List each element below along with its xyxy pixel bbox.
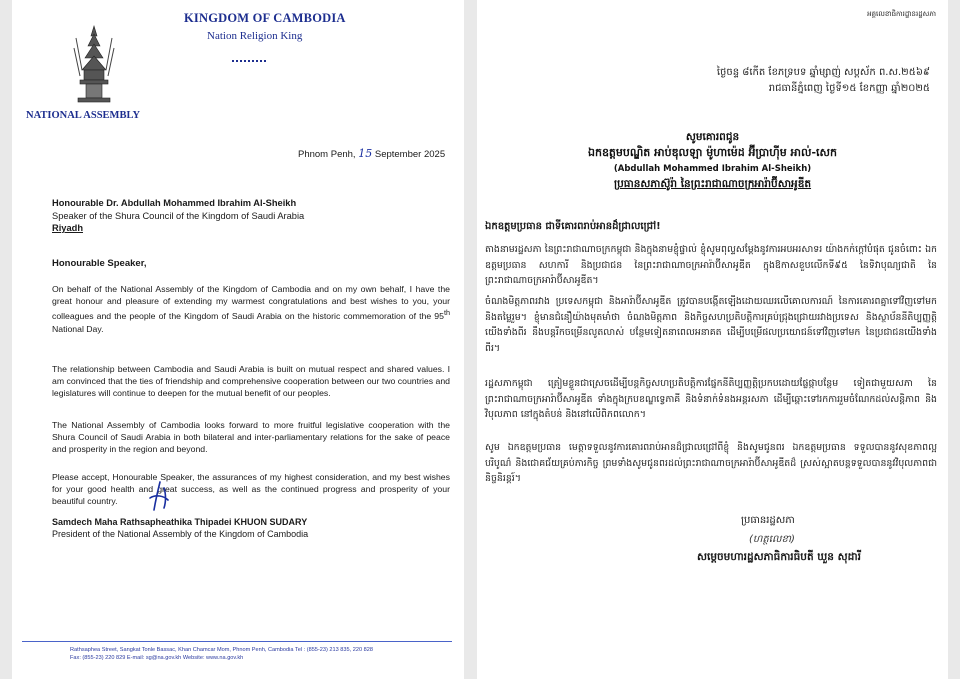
recipient-latin-name: (Abdullah Mohammed Ibrahim Al-Sheikh): [613, 164, 812, 174]
letter-paragraph-3: The National Assembly of Cambodia looks forward to more fruitful legislative cooperation with the Shura Council of Saudi Arabia in both bilateral and inter-parliamentary relations for the sake of peace and prosperity in the region and beyond.: [52, 420, 450, 455]
addressee-position: Speaker of the Shura Council of the Kingdom of Saudi Arabia: [52, 210, 305, 221]
footer-address: Rathsaphea Street, Sangkat Tonle Bassac, Khan Chamcar Mom, Phnom Penh, Cambodia Tel : (855-23) 213 835, 220 828: [70, 647, 373, 653]
khmer-paragraph-2: ចំណងមិត្តភាពរវាង ប្រទេសកម្ពុជា និងអារ៉ាប៊ីសាអូឌីត ត្រូវបានបង្កើតឡើងដោយឈរលើគោលការណ៍ នៃការគោរពគ្នាទៅវិញទៅមក និងតម្លៃរួម។ ខ្ញុំមានជំនឿយ៉ាងមុតមាំថា ចំណងមិត្តភាព និងកិច្ចសហប្រតិបត្តិការគ្រប់ជ្រុងជ្រោយរវាងប្រទេស និងស្ថាប័ននីតិប្បញ្ញត្តិយើងទាំងពីរ នឹងបន្តរីកចម្រើនលូតលាស់ បន្ថែមទៀតនាពេលអនាគត ដើម្បីបម្រើផលប្រយោជន៍ទៅវិញទៅមក នៃប្រជាជនយើងទាំងពីរ។: [485, 296, 937, 354]
khmer-signature-note: (ហត្ថលេខា): [749, 534, 795, 545]
assembly-heading: NATIONAL ASSEMBLY: [26, 110, 141, 121]
letterhead-footer: [70, 646, 450, 662]
national-motto: Nation Religion King: [207, 30, 303, 42]
kingdom-heading: KINGDOM OF CAMBODIA: [184, 11, 346, 25]
addressee-city: Riyadh: [52, 223, 83, 233]
khmer-paragraph-3: រដ្ឋសភាកម្ពុជា ត្រៀមខ្លួនជាស្រេចដើម្បីបន្តកិច្ចសហប្រតិបត្តិការផ្នែកនីតិប្បញ្ញត្តិប្រកបដោយផ្លែផ្កាបន្ថែម ទៀតជាមួយសភា នៃព្រះរាជាណាចក្រអារ៉ាប៊ីសាអូឌីត ទាំងក្នុងក្របខណ្ឌទ្វេភាគី និងទំនាក់ទំនងអន្តរសភា ដើម្បីឆ្ពោះទៅរកការរួមចំណែកដល់សន្តិភាព និងវិបុលភាព នៅក្នុងតំបន់ និងនៅលើពិភពលោក។: [485, 378, 937, 420]
khmer-salutation: ឯកឧត្តមប្រធាន ជាទីគោរពរាប់អានដ៏ជ្រាលជ្រៅ!: [485, 221, 661, 232]
khmer-sign-title: ប្រធានរដ្ឋសភា: [741, 515, 795, 526]
english-letter-page: [12, 0, 464, 679]
motto-divider: [232, 60, 266, 62]
khmer-signer-name: សម្ដេចមហារដ្ឋសភាធិការធិបតី ឃួន សុដារី: [697, 551, 861, 563]
addressee-name: Honourable Dr. Abdullah Mohammed Ibrahim Al-Sheikh: [52, 198, 297, 208]
footer-divider: [22, 641, 452, 642]
addressee-block: [52, 197, 452, 235]
signer-title: President of the National Assembly of the Kingdom of Cambodia: [52, 529, 309, 539]
khmer-top-note: អគ្គលេខាធិការដ្ឋានរដ្ឋសភា: [867, 10, 936, 18]
national-assembly-emblem-icon: [72, 24, 116, 104]
khmer-date: រាជធានីភ្នំពេញ ថ្ងៃទី១៥ ខែកញ្ញា ឆ្នាំ២០២៥: [768, 83, 930, 94]
dateline-month-year: September 2025: [374, 149, 446, 160]
khmer-paragraph-4: សូម ឯកឧត្តមប្រធាន មេត្តាទទួលនូវការគោរពរាប់អានដ៏ជ្រាលជ្រៅពីខ្ញុំ និងសូមជូនពរ ឯកឧត្តមប្រធាន ទទួលបាននូវសុខភាពល្អបរិបូណ៌ និងជោគជ័យគ្រប់ភារកិច្ច ព្រមទាំងសូមជូនពរដល់ព្រះរាជាណាចក្រអារ៉ាប៊ីសាអូឌីតដ៏ ស្រស់ស្អាតបន្តទទួលបាននូវវិបុលភាពជានិច្ចនិរន្តរ៍។: [485, 442, 937, 484]
khmer-recipient: ឯកឧត្តមបណ្ឌិត អាប់ឌុលឡា ម៉ូហាម៉េដ អ៊ីប្រាហ៊ីម អាល់-សេក: [587, 146, 837, 159]
khmer-respectfully: សូមគោរពជូន: [685, 131, 740, 143]
dateline-place: Phnom Penh,: [298, 149, 356, 160]
letter-paragraph-4: Please accept, Honourable Speaker, the assurances of my highest consideration, and my best wishes for your good health and great success, as well as the continued progress and prosperity of your beautiful country.: [52, 472, 450, 507]
paragraph-1-text: On behalf of the National Assembly of the Kingdom of Cambodia and on my own behalf, I have the great honour and pleasure of extending my warmest congratulations and best wishes to you, your colleagues and the people of the Kingdom of Saudi Arabia on the historic commemoration of the 95: [52, 284, 450, 322]
paragraph-1-end: National Day.: [52, 323, 104, 334]
khmer-letter-page: [477, 0, 948, 679]
khmer-lunar-date: ថ្ងៃចន្ទ ៨កើត ខែភទ្របទ ឆ្នាំម្សាញ់ សប្តស័ក ព.ស.២៥៦៩: [716, 67, 930, 78]
signer-block: [52, 516, 308, 540]
dateline-day: 15: [358, 147, 373, 160]
signature-mark: [142, 480, 182, 512]
khmer-recipient-position: ប្រធានសភាស៊ូរ៉ា នៃព្រះរាជាណាចក្រអារ៉ាប៊ីសាអូឌីត: [613, 178, 812, 190]
letter-paragraph-2: The relationship between Cambodia and Saudi Arabia is built on mutual respect and shared values. I am convinced that the ties of friendship and comprehensive cooperation between our two countries and legislatures will continue to deepen for the mutual benefit of our peoples.: [52, 364, 450, 399]
signer-name: Samdech Maha Rathsapheathika Thipadei KHUON SUDARY: [52, 517, 308, 527]
letter-paragraph-1: [52, 283, 450, 335]
ordinal-suffix: th: [443, 308, 450, 318]
letter-salutation: Honourable Speaker,: [52, 258, 147, 269]
letter-dateline: [298, 147, 445, 160]
footer-contact: Fax: (855-23) 220 829 E-mail: sg@na.gov.kh Website: www.na.gov.kh: [70, 655, 244, 661]
khmer-paragraph-1: តាងនាមរដ្ឋសភា នៃព្រះរាជាណាចក្រកម្ពុជា និងក្នុងនាមខ្ញុំផ្ទាល់ ខ្ញុំសូមពុល្ទសម្ដែងនូវការអបអរសាទរ យ៉ាងកក់ក្តៅបំផុត ជូនចំពោះ ឯកឧត្តមប្រធាន សហការី និងប្រជាជន នៃព្រះរាជាណាចក្រអារ៉ាប៊ីសាអូឌីត ក្នុងឱកាសខួបលើកទី៩៥ នៃទិវាបុណ្យជាតិ នៃព្រះរាជាណាចក្រអារ៉ាប៊ីសាអូឌីត។: [485, 244, 937, 286]
